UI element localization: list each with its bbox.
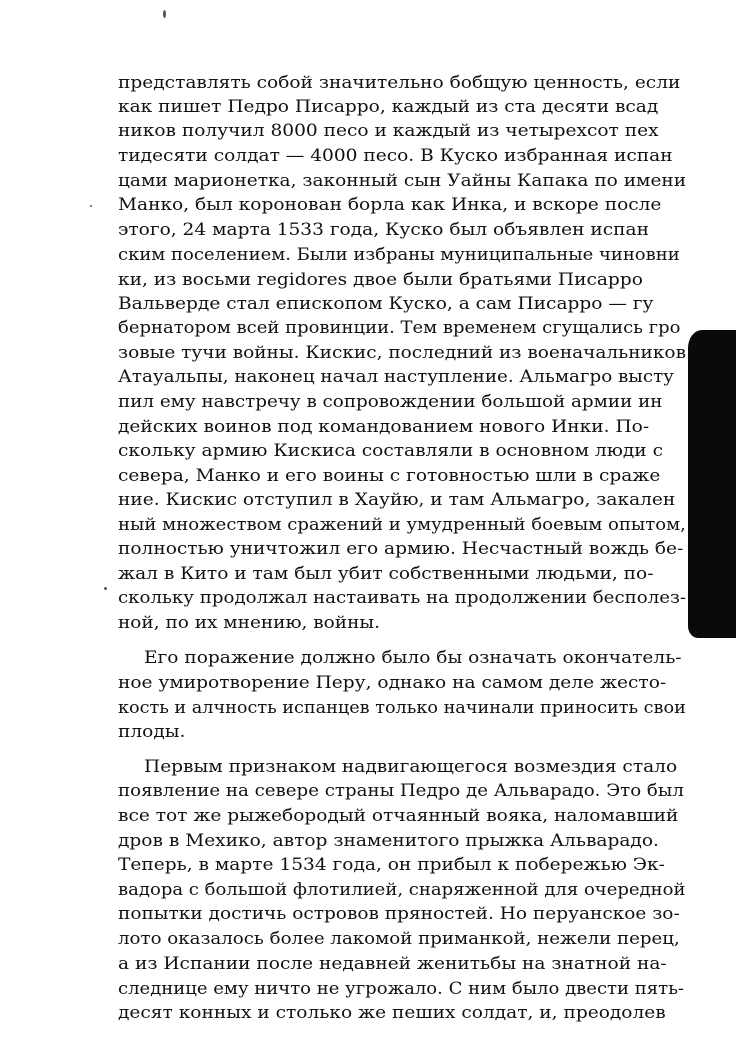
text-line: бернатором всей провинции. Тем временем сгущались гро xyxy=(118,318,681,338)
text-line: ние. Кискис отступил в Хауйю, и там Альмагро, закален xyxy=(118,490,676,510)
scan-edge-shadow xyxy=(688,330,736,638)
text-line: тидесяти солдат — 4000 песо. В Куско избранная испан xyxy=(118,146,673,166)
text-line: зовые тучи войны. Кискис, последний из военачальников xyxy=(118,343,686,363)
scan-speck xyxy=(163,10,166,18)
text-line: дейских воинов под командованием нового Инки. По- xyxy=(118,417,650,437)
text-line: скольку продолжал настаивать на продолжении бесполез- xyxy=(118,588,687,608)
text-line: Его поражение должно было бы означать окончатель- xyxy=(144,648,682,668)
text-line: представлять собой значительно бобщую ценность, если xyxy=(118,73,681,93)
scan-speck xyxy=(104,587,107,590)
text-line: вадора с большой флотилией, снаряженной для очередной xyxy=(118,880,686,900)
text-line: появление на севере страны Педро де Альварадо. Это был xyxy=(118,781,684,801)
text-line: цами марионетка, законный сын Уайны Капака по имени xyxy=(118,171,687,191)
text-line: скольку армию Кискиса составляли в основном люди с xyxy=(118,441,663,461)
text-line: ный множеством сражений и умудренный боевым опытом, xyxy=(118,515,686,535)
text-line: плоды. xyxy=(118,722,186,742)
text-line: кость и алчность испанцев только начинали приносить свои xyxy=(118,698,686,718)
text-line: Теперь, в марте 1534 года, он прибыл к побережью Эк- xyxy=(118,855,665,875)
text-line: ное умиротворение Перу, однако на самом деле жесто- xyxy=(118,673,667,693)
text-line: Первым признаком надвигающегося возмездия стало xyxy=(144,757,678,777)
text-line: дров в Мехико, автор знаменитого прыжка Альварадо. xyxy=(118,831,659,851)
text-line: жал в Кито и там был убит собственными людьми, по- xyxy=(118,564,654,584)
text-line: ников получил 8000 песо и каждый из четырехсот пех xyxy=(118,121,659,141)
scan-speck xyxy=(90,205,92,207)
text-line: Вальверде стал епископом Куско, а сам Писарро — гу xyxy=(118,294,654,314)
text-line: этого, 24 марта 1533 года, Куско был объявлен испан xyxy=(118,220,649,240)
text-line: ки, из восьми regidores двое были братьями Писарро xyxy=(118,270,643,290)
text-line: как пишет Педро Писарро, каждый из ста десяти всад xyxy=(118,97,659,117)
text-line: а из Испании после недавней женитьбы на знатной на- xyxy=(118,954,667,974)
text-line: пил ему навстречу в сопровождении большой армии ин xyxy=(118,392,663,412)
text-line: десят конных и столько же пеших солдат, и, преодолев xyxy=(118,1003,666,1023)
text-line: ной, по их мнению, войны. xyxy=(118,613,380,633)
text-line: севера, Манко и его воины с готовностью шли в сраже xyxy=(118,466,661,486)
text-line: ским поселением. Были избраны муниципальные чиновни xyxy=(118,245,680,265)
text-line: полностью уничтожил его армию. Несчастный вождь бе- xyxy=(118,539,684,559)
text-line: попытки достичь островов пряностей. Но перуанское зо- xyxy=(118,904,680,924)
text-line: следнице ему ничто не угрожало. С ним было двести пять- xyxy=(118,979,684,999)
text-line: лото оказалось более лакомой приманкой, нежели перец, xyxy=(118,929,680,949)
text-line: все тот же рыжебородый отчаянный вояка, наломавший xyxy=(118,806,679,826)
text-line: Манко, был коронован борла как Инка, и вскоре после xyxy=(118,195,662,215)
text-line: Атауальпы, наконец начал наступление. Альмагро высту xyxy=(118,367,674,387)
